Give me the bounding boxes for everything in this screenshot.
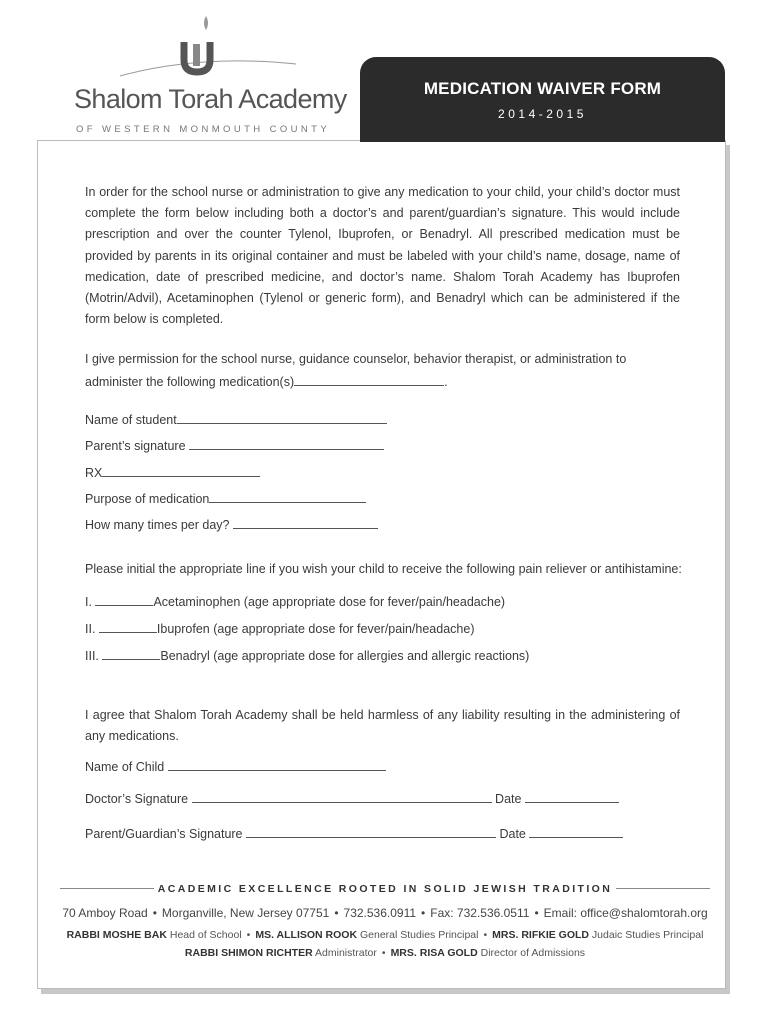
times-per-day-label: How many times per day? [85, 518, 230, 532]
staff-role: Head of School [169, 929, 242, 941]
staff-role: Judaic Studies Principal [591, 929, 704, 941]
form-title: MEDICATION WAIVER FORM [423, 79, 662, 98]
child-name-label: Name of Child [85, 760, 165, 774]
motto-text: ACADEMIC EXCELLENCE ROOTED IN SOLID JEWISH TRADITION [154, 883, 616, 895]
option-numeral: III. [85, 649, 99, 663]
option-numeral: II. [85, 622, 96, 636]
option-3-initial-input[interactable] [102, 648, 160, 660]
child-name-input[interactable] [168, 759, 386, 771]
email: Email: office@shalomtorah.org [543, 906, 708, 920]
option-row-1 [85, 594, 505, 609]
staff-name: RABBI MOSHE BAK [66, 929, 167, 941]
agreement-paragraph: I agree that Shalom Torah Academy shall be held harmless of any liability resulting in the administering of any medications. [85, 708, 680, 744]
staff-line-2: RABBI SHIMON RICHTER Administrator • MRS. RISA GOLD Director of Admissions [184, 947, 586, 959]
date-label: Date [495, 792, 522, 806]
street: 70 Amboy Road [62, 906, 148, 920]
doctor-date-input[interactable] [525, 791, 619, 803]
rx-input[interactable] [102, 465, 260, 477]
doctor-signature-row [85, 791, 619, 806]
school-subtitle: OF WESTERN MONMOUTH COUNTY [76, 124, 331, 135]
school-name: Shalom Torah Academy [74, 84, 347, 114]
parent-signature-label: Parent’s signature [85, 439, 186, 453]
staff-name: MS. ALLISON ROOK [255, 929, 358, 941]
school-year: 2014-2015 [498, 107, 587, 121]
staff-line-1: RABBI MOSHE BAK Head of School • MS. ALLISON ROOK General Studies Principal • MRS. RIFKIE GOLD Judaic Studies Principal [66, 929, 704, 941]
doctor-signature-input[interactable] [192, 791, 492, 803]
option-text: Ibuprofen (age appropriate dose for fever/pain/headache) [156, 622, 475, 636]
staff-name: RABBI SHIMON RICHTER [184, 947, 313, 959]
title-tab [360, 57, 725, 142]
student-name-row [85, 412, 387, 427]
staff-name: MRS. RIFKIE GOLD [492, 929, 589, 941]
child-name-row [85, 759, 386, 774]
permission-line-2: administer the following medication(s) . [85, 375, 448, 389]
rx-label: RX [85, 466, 103, 480]
option-text: Acetaminophen (age appropriate dose for fever/pain/headache) [153, 595, 506, 609]
guardian-date-input[interactable] [529, 826, 623, 838]
guardian-signature-row [85, 826, 623, 841]
purpose-label: Purpose of medication [85, 492, 210, 506]
option-numeral: I. [85, 595, 92, 609]
option-1-initial-input[interactable] [95, 594, 153, 606]
city: Morganville, New Jersey 07751 [161, 906, 330, 920]
medication-input[interactable] [294, 374, 444, 386]
footer-address: 70 Amboy Road • Morganville, New Jersey 07751 • 732.536.0911 • Fax: 732.536.0511 • Email: office@shalomtorah.org [62, 906, 708, 920]
footer-motto [0, 883, 770, 895]
staff-role: General Studies Principal [359, 929, 479, 941]
option-row-2 [85, 621, 474, 636]
purpose-row [85, 491, 366, 506]
parent-signature-row [85, 438, 384, 453]
rx-row [85, 465, 260, 480]
staff-role: Administrator [315, 947, 377, 959]
fax: Fax: 732.536.0511 [430, 906, 530, 920]
logo-emblem-icon [60, 14, 320, 89]
purpose-input[interactable] [209, 491, 366, 503]
school-logo [60, 14, 347, 135]
option-text: Benadryl (age appropriate dose for allergies and allergic reactions) [160, 649, 530, 663]
staff-role: Director of Admissions [480, 947, 586, 959]
doctor-signature-label: Doctor’s Signature [85, 792, 189, 806]
permission-line-1: I give permission for the school nurse, guidance counselor, behavior therapist, or administration to [85, 352, 627, 366]
permission-label: administer the following medication(s) [85, 375, 295, 389]
student-name-input[interactable] [177, 412, 387, 424]
guardian-signature-label: Parent/Guardian’s Signature [85, 827, 243, 841]
times-per-day-row [85, 517, 378, 532]
staff-name: MRS. RISA GOLD [390, 947, 478, 959]
phone: 732.536.0911 [343, 906, 417, 920]
guardian-signature-input[interactable] [246, 826, 496, 838]
option-row-3 [85, 648, 529, 663]
parent-signature-input[interactable] [189, 438, 384, 450]
intro-paragraph: In order for the school nurse or administration to give any medication to your child, your child’s doctor must complete the form below including both a doctor’s and parent/guardian’s signature. This would include prescription and over the counter Tylenol, Ibuprofen, or Benadryl. All prescribed medication must be provided by parents in its original container and must be labeled with your child’s name, dosage, name of medication, date of prescribed medicine, and doctor’s name. Shalom Torah Academy has Ibuprofen (Motrin/Advil), Acetaminophen (Tylenol or generic form), and Benadryl which can be administered if the form below is completed. [85, 185, 680, 327]
student-name-label: Name of student [85, 413, 177, 427]
initial-instructions: Please initial the appropriate line if you wish your child to receive the following pain reliever or antihistamine: [85, 562, 682, 576]
times-per-day-input[interactable] [233, 517, 378, 529]
option-2-initial-input[interactable] [99, 621, 157, 633]
date-label: Date [499, 827, 526, 841]
